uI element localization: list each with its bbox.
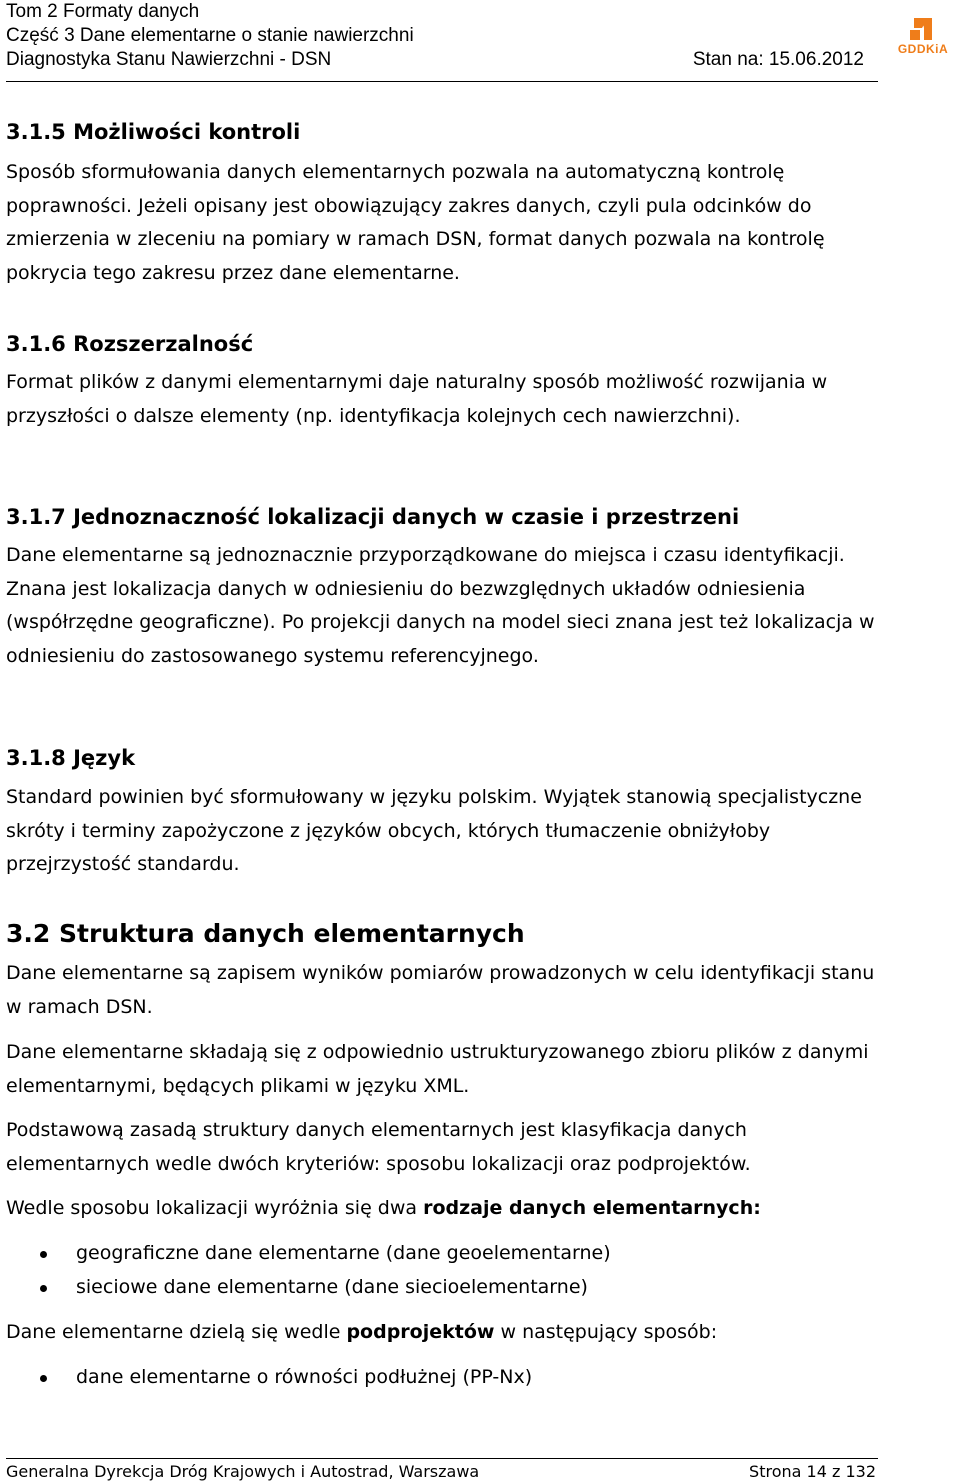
heading-3-1-7: 3.1.7 Jednoznaczność lokalizacji danych w czasie i przestrzeni xyxy=(6,505,740,529)
paragraph-3-1-5: Sposób sformułowania danych elementarnych pozwala na automatyczną kontrolę poprawności. Jeżeli opisany jest obowiązujący zakres danych, czyli pula odcinków do zmierzenia w zleceniu na pomiary w ramach DSN, format danych pozwala na kontrolę pokrycia tego zakresu przez dane elementarne. xyxy=(6,161,825,284)
bullet-list-subprojects xyxy=(6,1361,881,1395)
paragraph-3-2-1: Dane elementarne są zapisem wyników pomiarów prowadzonych w celu identyfikacji stanu w ramach DSN. xyxy=(6,962,875,1018)
heading-3-2: 3.2 Struktura danych elementarnych xyxy=(6,919,525,948)
footer-page-number: Strona 14 z 132 xyxy=(749,1462,876,1481)
gddkia-logo-mark-icon xyxy=(892,14,954,44)
bullet-list-locations xyxy=(6,1237,881,1304)
paragraph-3-1-8: Standard powinien być sformułowany w języku polskim. Wyjątek stanowią specjalistyczne skróty i terminy zapożyczone z języków obcych, których tłumaczenie obniżyłoby przejrzystość standardu. xyxy=(6,786,862,875)
paragraph-3-2-5-tail: w następujący sposób: xyxy=(494,1321,718,1343)
header-date: Stan na: 15.06.2012 xyxy=(692,49,864,70)
paragraph-3-2-5-bold: podprojektów xyxy=(346,1321,495,1343)
footer-divider xyxy=(6,1458,878,1459)
paragraph-3-2-4-bold: rodzaje danych elementarnych: xyxy=(423,1197,761,1219)
header-part-title: Część 3 Dane elementarne o stanie nawierzchni xyxy=(6,25,414,46)
paragraph-3-2-5-text: Dane elementarne dzielą się wedle xyxy=(6,1321,347,1343)
paragraph-3-1-7: Dane elementarne są jednoznacznie przyporządkowane do miejsca i czasu identyfikacji. Znana jest lokalizacja danych w odniesieniu do bezwzględnych układów odniesienia (współrzędne geograficzne). Po projekcji danych na model sieci znana jest też lokalizacja w odniesieniu do zastosowanego systemu referencyjnego. xyxy=(6,544,875,667)
header-document-title: Diagnostyka Stanu Nawierzchni - DSN xyxy=(6,49,332,70)
heading-3-1-6: 3.1.6 Rozszerzalność xyxy=(6,332,254,356)
paragraph-3-1-6: Format plików z danymi elementarnymi daje naturalny sposób możliwość rozwijania w przyszłości o dalsze elementy (np. identyfikacja kolejnych cech nawierzchni). xyxy=(6,371,828,427)
header-volume-title: Tom 2 Formaty danych xyxy=(6,1,200,22)
paragraph-3-2-3: Podstawową zasadą struktury danych elementarnych jest klasyfikacja danych elementarnych wedle dwóch kryteriów: sposobu lokalizacji oraz podprojektów. xyxy=(6,1119,751,1175)
paragraph-3-2-4 xyxy=(6,1192,881,1226)
paragraph-3-2-4-text: Wedle sposobu lokalizacji wyróżnia się dwa xyxy=(6,1197,424,1219)
paragraph-3-2-2: Dane elementarne składają się z odpowiednio ustrukturyzowanego zbioru plików z danymi elementarnymi, będących plikami w języku XML. xyxy=(6,1041,869,1097)
heading-3-1-5: 3.1.5 Możliwości kontroli xyxy=(6,120,301,144)
list-item: geograficzne dane elementarne (dane geoelementarne) xyxy=(6,1237,881,1271)
list-item: dane elementarne o równości podłużnej (PP-Nx) xyxy=(6,1361,881,1395)
logo-wordmark: GDDKiA xyxy=(897,42,949,56)
heading-3-1-8: 3.1.8 Język xyxy=(6,746,136,770)
list-item: sieciowe dane elementarne (dane siecioelementarne) xyxy=(6,1271,881,1305)
footer-organization: Generalna Dyrekcja Dróg Krajowych i Autostrad, Warszawa xyxy=(6,1462,480,1481)
header-divider xyxy=(6,81,878,82)
gddkia-logo xyxy=(892,14,954,60)
page-header xyxy=(6,0,880,82)
paragraph-3-2-5 xyxy=(6,1316,881,1350)
